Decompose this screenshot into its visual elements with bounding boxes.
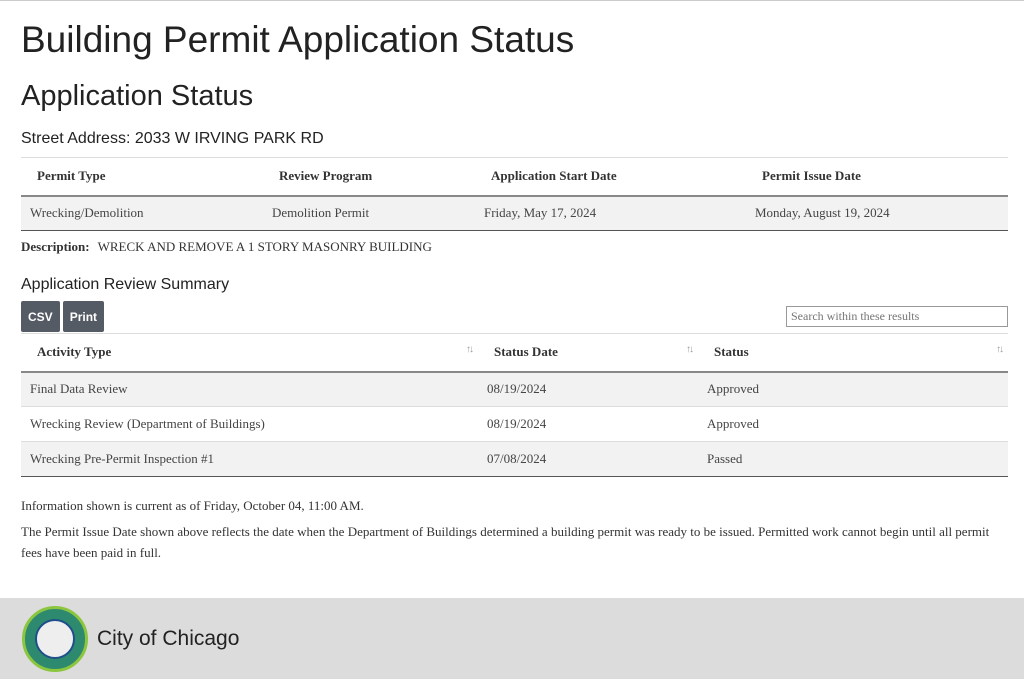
status-date: 07/08/2024 — [478, 442, 698, 477]
section-title: Application Status — [21, 80, 254, 112]
permit-row — [21, 196, 1008, 231]
table-row — [21, 372, 1008, 407]
csv-button[interactable]: CSV — [21, 301, 60, 332]
col-activity-type[interactable] — [21, 334, 478, 372]
col-start-date: Application Start Date — [475, 158, 746, 196]
col-label: Status Date — [494, 344, 558, 360]
description-label: Description: — [21, 239, 90, 254]
col-label: Status — [714, 344, 749, 360]
col-review-program: Review Program — [263, 158, 475, 196]
permit-type: Wrecking/Demolition — [21, 196, 263, 231]
footer-name[interactable]: City of Chicago — [97, 626, 240, 650]
table-row — [21, 407, 1008, 442]
col-status-date[interactable] — [478, 334, 698, 372]
status: Passed — [698, 442, 1008, 477]
description — [21, 239, 1008, 255]
sort-icon[interactable]: ↑↓ — [686, 344, 692, 355]
activity-type: Final Data Review — [21, 372, 478, 407]
description-value: WRECK AND REMOVE A 1 STORY MASONRY BUILDING — [97, 239, 432, 254]
info-current: Information shown is current as of Friday, October 04, 11:00 AM. — [21, 498, 364, 513]
status-date: 08/19/2024 — [478, 372, 698, 407]
col-status[interactable] — [698, 334, 1008, 372]
info-note: The Permit Issue Date shown above reflects the date when the Department of Buildings determined a building permit was ready to be issued. Permitted work cannot begin until all permit fees have been paid in full. — [21, 524, 990, 560]
activity-type: Wrecking Review (Department of Buildings) — [21, 407, 478, 442]
issue-date: Monday, August 19, 2024 — [746, 196, 1008, 231]
col-permit-type: Permit Type — [21, 158, 263, 196]
table-row — [21, 442, 1008, 477]
city-seal-icon — [22, 606, 88, 672]
col-issue-date: Permit Issue Date — [746, 158, 1008, 196]
street-address: Street Address: 2033 W IRVING PARK RD — [21, 130, 324, 147]
sort-icon[interactable]: ↑↓ — [996, 344, 1002, 355]
status: Approved — [698, 407, 1008, 442]
activity-type: Wrecking Pre-Permit Inspection #1 — [21, 442, 478, 477]
col-label: Activity Type — [37, 344, 112, 360]
review-program: Demolition Permit — [263, 196, 475, 231]
start-date: Friday, May 17, 2024 — [475, 196, 746, 231]
permit-table — [21, 157, 1008, 231]
status: Approved — [698, 372, 1008, 407]
footer — [0, 598, 1024, 679]
review-summary-title: Application Review Summary — [21, 276, 230, 293]
page-title: Building Permit Application Status — [21, 19, 575, 60]
print-button[interactable]: Print — [63, 301, 104, 332]
sort-icon[interactable]: ↑↓ — [466, 344, 472, 355]
search-input[interactable] — [786, 306, 1008, 327]
status-date: 08/19/2024 — [478, 407, 698, 442]
review-table — [21, 333, 1008, 477]
